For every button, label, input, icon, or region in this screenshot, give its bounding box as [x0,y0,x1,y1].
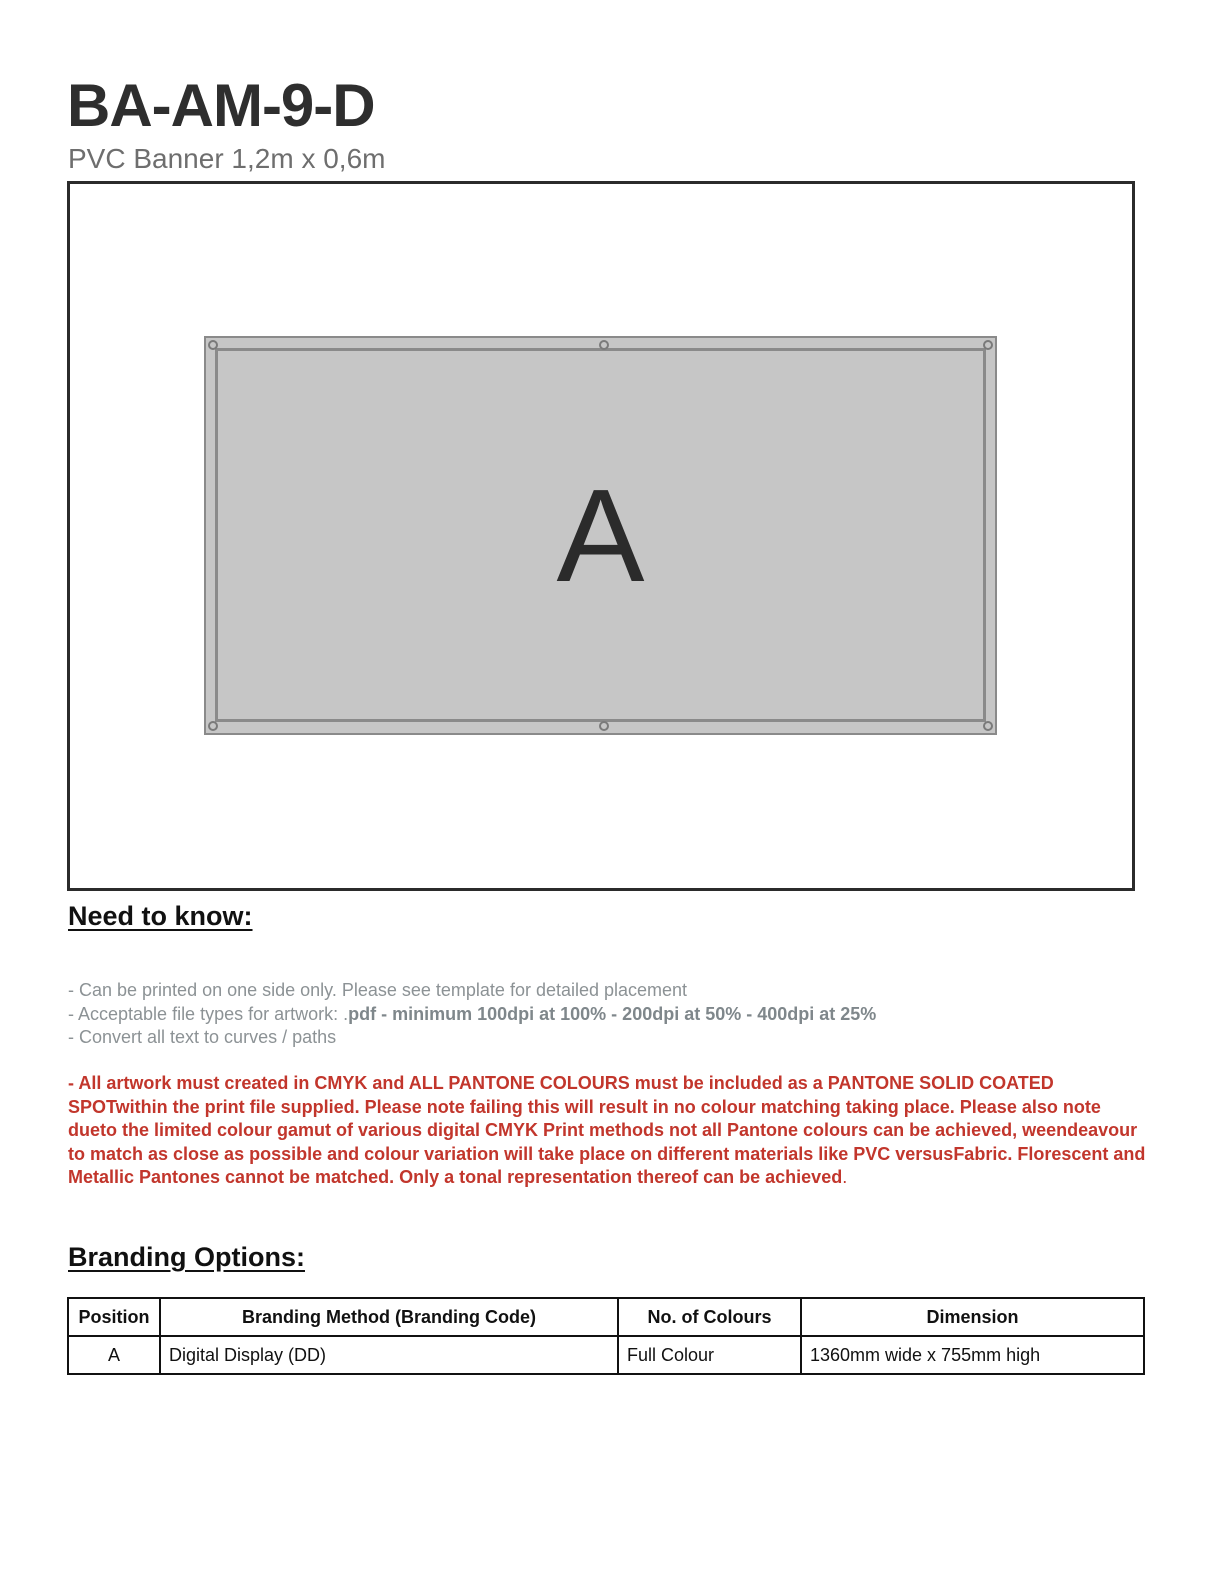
note-item [68,1026,876,1050]
file-types-bold: pdf - minimum 100dpi at 100% - 200dpi at 50% - 400dpi at 25% [348,1003,877,1024]
need-to-know-heading: Need to know: [68,901,253,931]
eyelet-icon [983,721,993,731]
product-subtitle: PVC Banner 1,2m x 0,6m [68,143,386,174]
eyelet-icon [599,340,609,350]
table-cell: Full Colour [618,1336,801,1374]
column-header: Position [68,1298,160,1336]
eyelet-icon [208,721,218,731]
branding-options-heading: Branding Options: [68,1242,305,1272]
table-cell: 1360mm wide x 755mm high [801,1336,1144,1374]
product-code-title: BA-AM-9-D [67,72,375,139]
table-cell: A [68,1336,160,1374]
position-label: A [556,462,645,609]
note-text: - Convert all text to curves / paths [68,1027,337,1047]
cmyk-warning [68,1072,1148,1190]
note-item [68,979,876,1003]
column-header: Branding Method (Branding Code) [160,1298,618,1336]
column-header: No. of Colours [618,1298,801,1336]
eyelet-icon [599,721,609,731]
warning-end: . [842,1167,848,1187]
column-header: Dimension [801,1298,1144,1336]
table-header-row [68,1298,1144,1336]
note-text: - Can be printed on one side only. Please see template for detailed placement [68,980,688,1000]
note-text: - Acceptable file types for artwork: . [68,1003,349,1024]
table-cell: Digital Display (DD) [160,1336,618,1374]
banner-diagram [204,336,997,735]
branding-options-table [67,1297,1145,1375]
note-item [68,1003,876,1027]
eyelet-icon [983,340,993,350]
table-row [68,1336,1144,1374]
notes-list [68,979,876,1050]
eyelet-icon [208,340,218,350]
warning-text: - All artwork must created in CMYK and ALL PANTONE COLOURS must be included as a PANTONE SOLID COATED SPOTwithin the print file supplied. Please note failing this will result in no colour matching taking place. Please also note dueto the limited colour gamut of various digital CMYK Print methods not all Pantone colours can be achieved, weendeavour to match as close as possible and colour variation will take place on different materials like PVC versusFabric. Florescent and Metallic Pantones cannot be matched. Only a tonal representation thereof can be achieved [68,1073,1146,1187]
